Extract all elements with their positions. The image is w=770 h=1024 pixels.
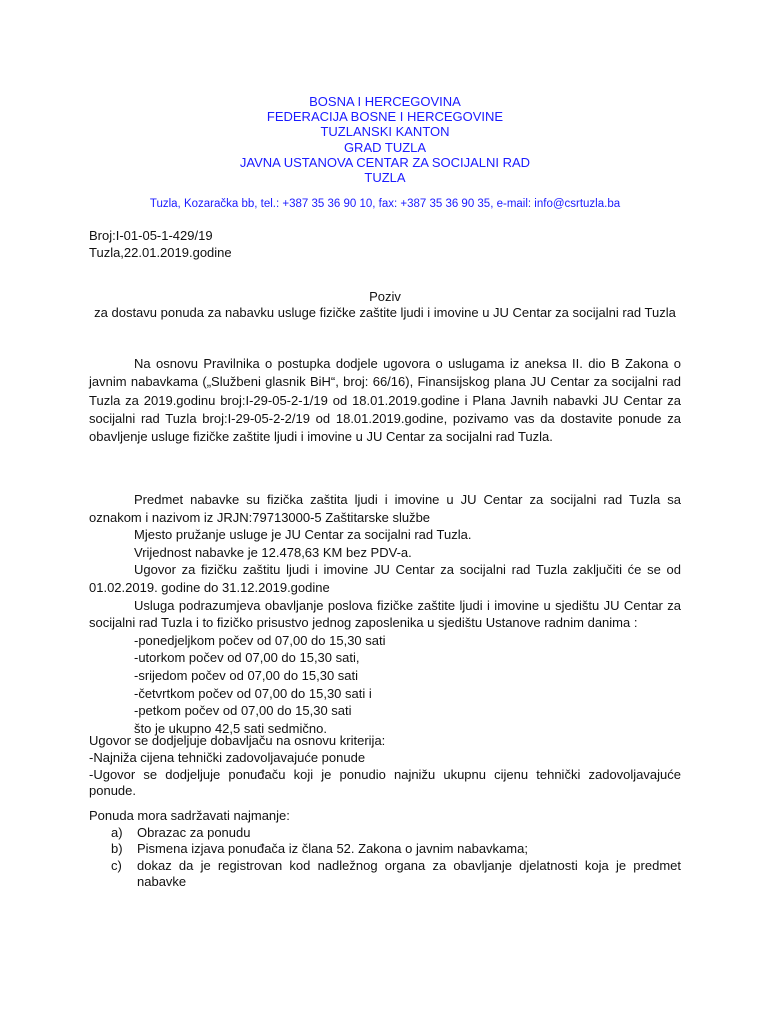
- intro-paragraph: [89, 355, 681, 446]
- letterhead-federation: FEDERACIJA BOSNE I HERCEGOVINE: [266, 109, 504, 125]
- offer-item: [89, 841, 681, 858]
- letterhead-city: GRAD TUZLA: [343, 139, 427, 155]
- offer-item-marker: c): [111, 857, 122, 873]
- title-subtitle: za dostavu ponuda za nabavku usluge fizičke zaštite ljudi i imovine u JU Centar za socijalni rad Tuzla: [94, 304, 676, 320]
- value-paragraph: Vrijednost nabavke je 12.478,63 KM bez PDV-a.: [134, 544, 412, 560]
- title-heading: Poziv: [369, 289, 401, 304]
- offer-item-text: Obrazac za ponudu: [137, 824, 251, 840]
- reference-number: Broj:I-01-05-1-429/19: [89, 228, 213, 243]
- letterhead: [0, 94, 770, 185]
- reference-date: Tuzla,22.01.2019.godine: [89, 244, 232, 260]
- offer-item-marker: b): [111, 841, 123, 856]
- offer-requirements: [89, 808, 681, 891]
- schedule-item: -srijedom počev od 07,00 do 15,30 sati: [134, 667, 359, 683]
- schedule-list: [89, 632, 681, 738]
- document-title: [80, 289, 690, 320]
- letterhead-canton: TUZLANSKI KANTON: [320, 124, 450, 140]
- criteria-intro: Ugovor se dodjeljuje dobavljaču na osnovu kriterija:: [89, 733, 386, 748]
- offer-item: [89, 825, 681, 842]
- subject-paragraph: Predmet nabavke su fizička zaštita ljudi i imovine u JU Centar za socijalni rad Tuzla sa oznakom i nazivom iz JRJN:79713000-5 Zaštitarske službe: [89, 492, 681, 525]
- subject-section: [89, 491, 681, 737]
- service-description-paragraph: Usluga podrazumjeva obavljanje poslova fizičke zaštite ljudi i imovine u sjedištu JU Centar za socijalni rad Tuzla i to fizičko prisustvo jednog zaposlenika u sjedištu Ustanove radnim danima :: [89, 597, 681, 631]
- location-paragraph: Mjesto pružanje usluge je JU Centar za socijalni rad Tuzla.: [134, 527, 472, 543]
- criteria-section: [89, 733, 681, 800]
- letterhead-town: TUZLA: [364, 170, 406, 186]
- letterhead-country: BOSNA I HERCEGOVINA: [309, 94, 461, 109]
- schedule-item: -utorkom počev od 07,00 do 15,30 sati,: [134, 650, 360, 666]
- offer-item-text: dokaz da je registrovan kod nadležnog organa za obavljanje djelatnosti koja je predmet nabavke: [137, 857, 681, 889]
- letterhead-institution: JAVNA USTANOVA CENTAR ZA SOCIJALNI RAD: [239, 154, 531, 170]
- offer-list: [89, 825, 681, 891]
- criteria-item: -Ugovor se dodjeljuje ponuđaču koji je ponudio najnižu ukupnu cijenu tehnički zadovoljavajuće ponude.: [89, 766, 681, 799]
- criteria-item: -Najniža cijena tehnički zadovoljavajuće ponude: [89, 749, 366, 765]
- offer-item-marker: a): [111, 824, 123, 840]
- reference-block: [89, 228, 232, 261]
- schedule-item: -ponedjeljkom počev od 07,00 do 15,30 sati: [134, 632, 386, 648]
- intro-text: Na osnovu Pravilnika o postupka dodjele ugovora o uslugama iz aneksa II. dio B Zakona o javnim nabavkama („Službeni glasnik BiH“, broj: 66/16), Finansijskog plana JU Centar za socijalni rad Tuzla za 2019.godinu broj:I-29-05-2-1/19 od 18.01.2019.godine i Plana Javnih nabavki JU Centar za socijalni rad Tuzla broj:I-29-05-2-2/19 od 18.01.2019.godine, pozivamo vas da dostavite ponude za obavljenje usluge fizičke zaštite ljudi i imovine u JU Centar za socijalni rad Tuzla.: [89, 356, 681, 445]
- contact-line: Tuzla, Kozaračka bb, tel.: +387 35 36 90 10, fax: +387 35 36 90 35, e-mail: info@csrtuzla.ba: [149, 198, 621, 210]
- schedule-item: -četvrtkom počev od 07,00 do 15,30 sati i: [134, 685, 372, 701]
- offer-item: [89, 858, 681, 891]
- contract-period-paragraph: Ugovor za fizičku zaštitu ljudi i imovine JU Centar za socijalni rad Tuzla zaključiti će se od 01.02.2019. godine do 31.12.2019.godine: [89, 562, 681, 595]
- schedule-total: što je ukupno 42,5 sati sedmično.: [134, 720, 327, 736]
- offer-item-text: Pismena izjava ponuđača iz člana 52. Zakona o javnim nabavkama;: [137, 841, 528, 856]
- offer-intro: Ponuda mora sadržavati najmanje:: [89, 808, 290, 823]
- schedule-item: -petkom počev od 07,00 do 15,30 sati: [134, 703, 352, 719]
